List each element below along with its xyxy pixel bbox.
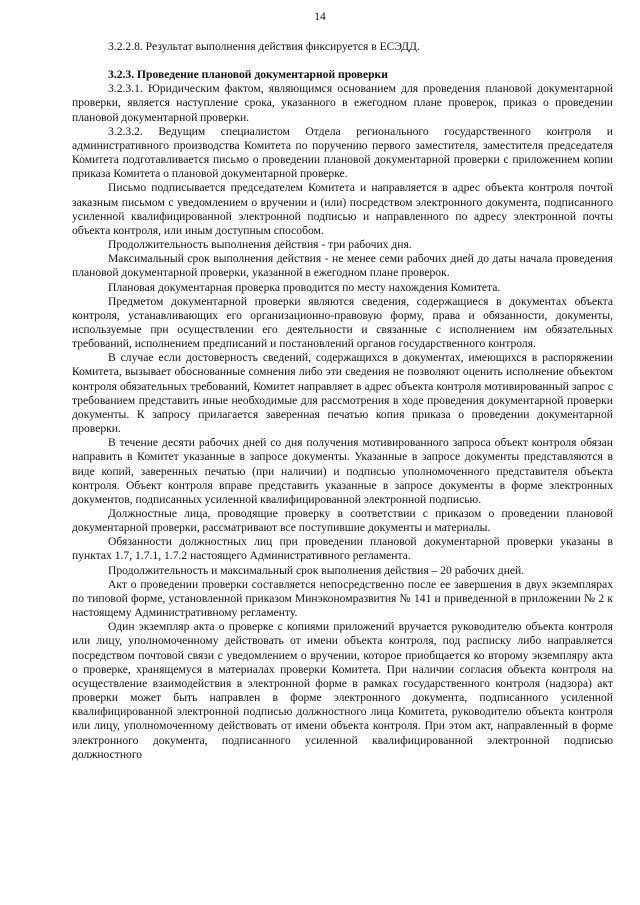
paragraph: Должностные лица, проводящие проверку в соответствии с приказом о проведении плановой документарной проверки, рассматривают все поступившие документы и материалы. — [72, 507, 613, 535]
paragraph: 3.2.3.1. Юридическим фактом, являющимся основанием для проведения плановой документарной проверки, является наступление срока, указанного в ежегодном плане проверок, приказ о проведении плановой документарной проверки. — [72, 82, 613, 124]
paragraph: Плановая документарная проверка проводится по месту нахождения Комитета. — [108, 280, 501, 294]
paragraph: Обязанности должностных лиц при проведении плановой документарной проверки указаны в пунктах 1.7, 1.7.1, 1.7.2 настоящего Административного регламента. — [72, 535, 613, 563]
paragraph: Продолжительность и максимальный срок выполнения действия – 20 рабочих дней. — [108, 563, 525, 577]
paragraph: Продолжительность выполнения действия - три рабочих дня. — [108, 238, 412, 252]
document-body — [72, 40, 613, 762]
paragraph: Письмо подписывается председателем Комитета и направляется в адрес объекта контроля почтой заказным письмом с уведомлением о вручении и (или) посредством электронного документа, подписанного усиленной квалифицированной электронной подписью и направленного по адресу электронной почты объекта контроля, или иным доступным способом. — [72, 181, 613, 237]
section-heading: 3.2.3. Проведение плановой документарной проверки — [108, 68, 388, 82]
page-number: 14 — [314, 11, 326, 23]
paragraph: В течение десяти рабочих дней со дня получения мотивированного запроса объект контроля обязан направить в Комитет указанные в запросе документы. Указанные в запросе документы представляются в виде копий, заверенных печатью (при наличии) и подписью уполномоченного представителя объекта контроля. Объект контроля вправе представить указанные в запросе документы в форме электронных документов, подписанных усиленной квалифицированной электронной подписью. — [72, 436, 613, 506]
paragraph: Один экземпляр акта о проверке с копиями приложений вручается руководителю объекта контроля или лицу, уполномоченному действовать от имени объекта контроля, под расписку либо направляется посредством почтовой связи с уведомлением о вручении, которое приобщается ко второму экземпляру акта о проверке, хранящемуся в материалах проверки Комитета. При наличии согласия объекта контроля на осуществление взаимодействия в электронной форме в рамках государственного контроля (надзора) акт проверки может быть направлен в форме электронного документа, подписанного усиленной квалифицированной электронной подписью должностного лица Комитета, руководителю объекта контроля или лицу, уполномоченному действовать от имени объекта контроля. При этом акт, направленный в форме электронного документа, подписанного усиленной квалифицированной электронной подписью должностного — [72, 620, 613, 761]
paragraph-3-2-2-8: 3.2.2.8. Результат выполнения действия фиксируется в ЕСЭДД. — [108, 40, 420, 53]
paragraph: В случае если достоверность сведений, содержащихся в документах, имеющихся в распоряжении Комитета, вызывает обоснованные сомнения либо эти сведения не позволяют оценить исполнение объектом контроля обязательных требований, Комитет направляет в адрес объекта контроля мотивированный запрос с требованием представить иные необходимые для рассмотрения в ходе проведения документарной проверки документы. К запросу прилагается заверенная печатью копия приказа о проведении документарной проверки. — [72, 351, 613, 436]
paragraph: Предметом документарной проверки являются сведения, содержащиеся в документах объекта контроля, устанавливающих его организационно-правовую форму, права и обязанности, документы, используемые при осуществлении его деятельности и связанные с исполнением им обязательных требований, исполнением предписаний и постановлений органов государственного контроля. — [72, 294, 613, 351]
paragraph: Акт о проведении проверки составляется непосредственно после ее завершения в двух экземплярах по типовой форме, установленной приказом Минэкономразвития № 141 и приведенной в приложении № 2 к настоящему Административному регламенту. — [72, 577, 613, 620]
paragraph: 3.2.3.2. Ведущим специалистом Отдела регионального государственного контроля и административного производства Комитета по поручению первого заместителя, заместителя председателя Комитета подготавливается письмо о проведении плановой документарной проверки с приложением копии приказа Комитета о плановой документарной проверке. — [72, 124, 613, 181]
paragraph: Максимальный срок выполнения действия - не менее семи рабочих дней до даты начала проведения плановой документарной проверки, указанной в ежегодном плане проверок. — [72, 252, 613, 280]
